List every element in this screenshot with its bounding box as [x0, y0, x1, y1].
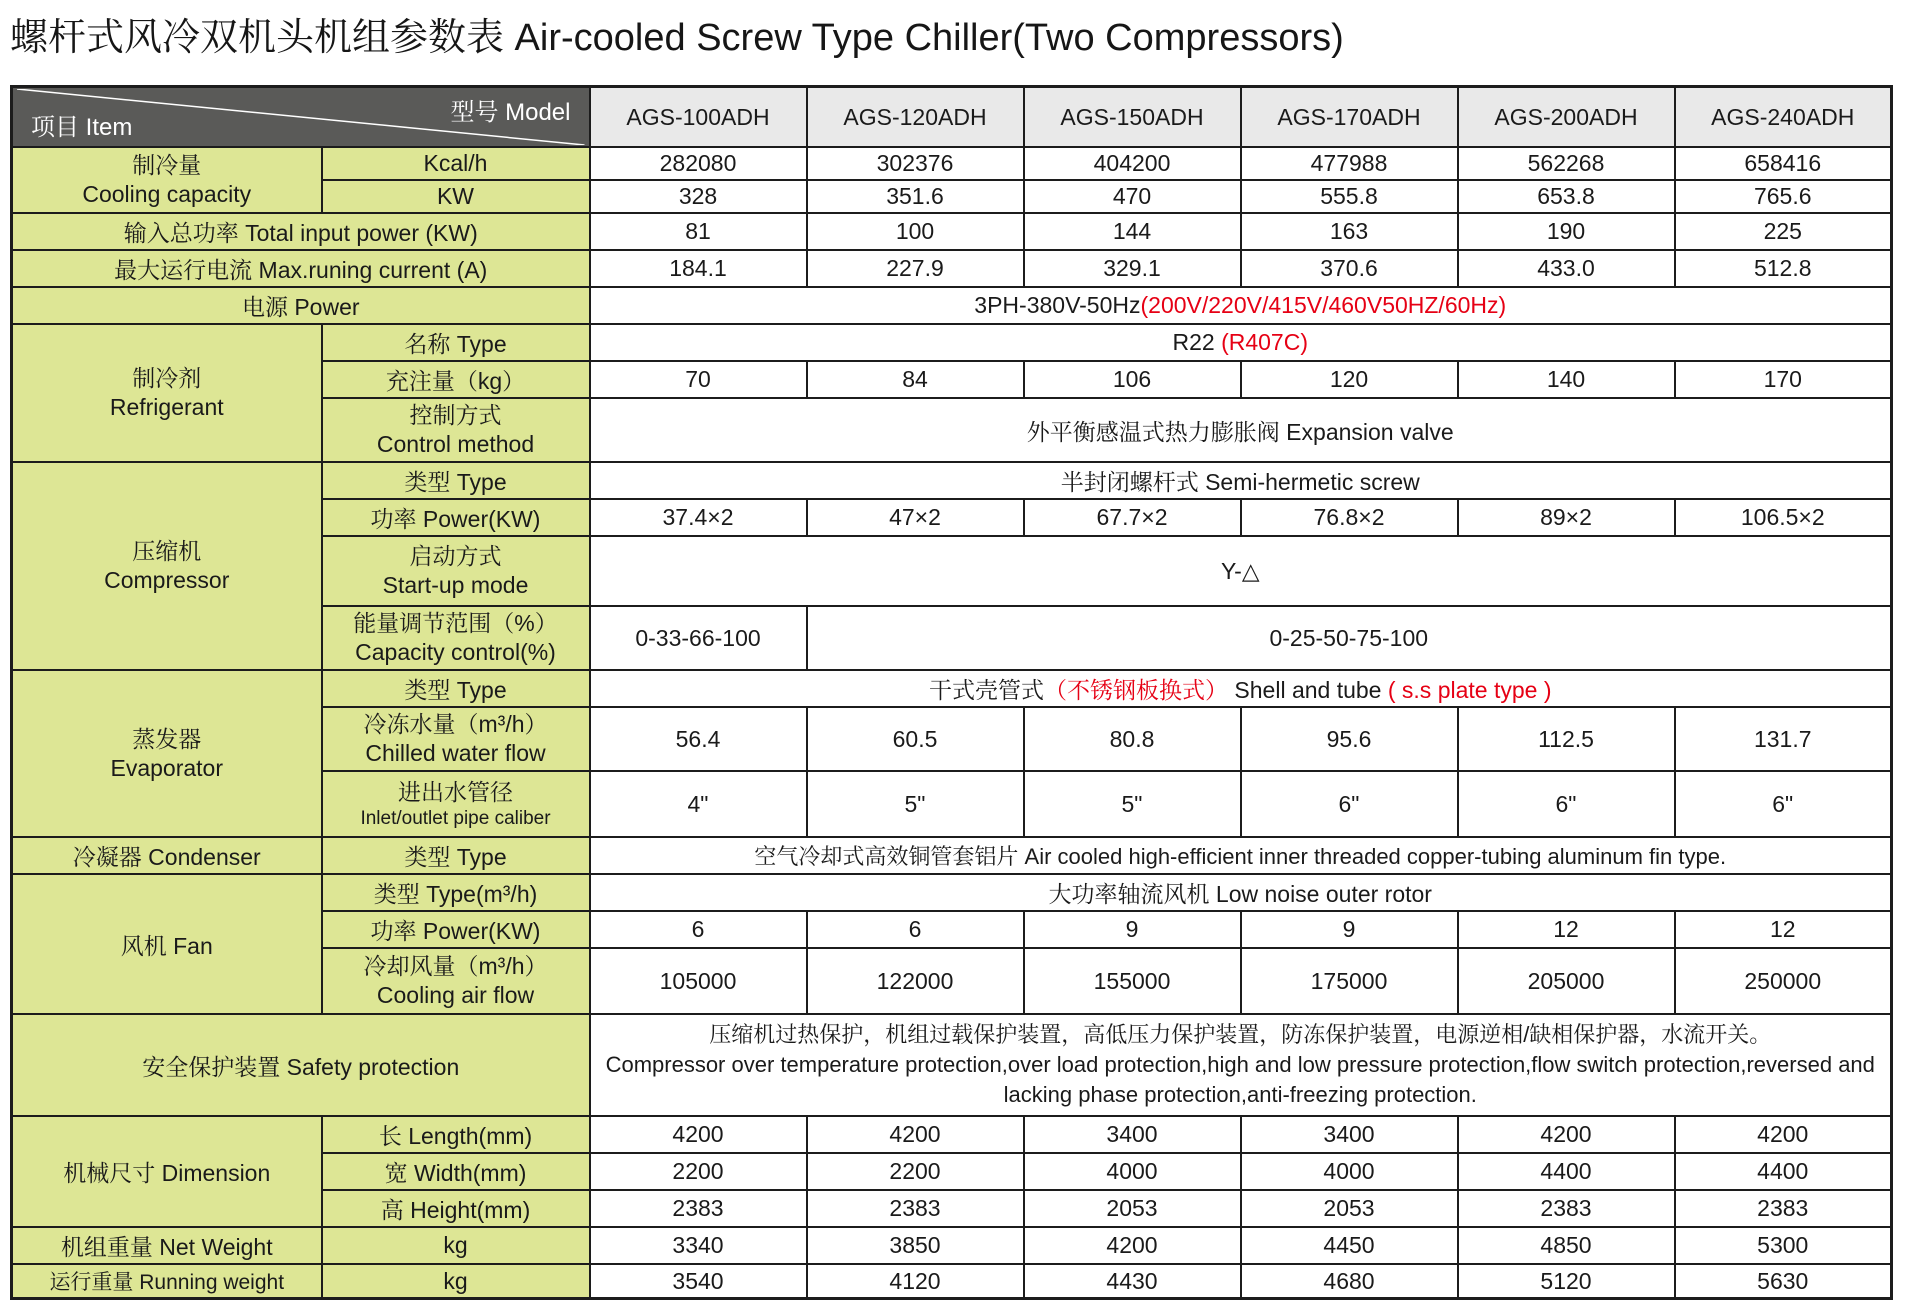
table-cell-value: 155000 — [1024, 948, 1241, 1014]
table-cell-value: 3850 — [807, 1227, 1024, 1264]
table-cell-value: 47×2 — [807, 499, 1024, 536]
table-cell-value: 81 — [590, 213, 807, 250]
table-cell-value: 105000 — [590, 948, 807, 1014]
table-cell-value: 95.6 — [1241, 707, 1458, 771]
model-column-header: AGS-170ADH — [1241, 87, 1458, 148]
dimension-label: 机械尺寸 Dimension — [12, 1116, 322, 1227]
table-row — [12, 670, 1892, 707]
page-title: 螺杆式风冷双机头机组参数表 Air-cooled Screw Type Chiller(Two Compressors) — [10, 17, 1344, 59]
table-cell-value: 190 — [1458, 213, 1675, 250]
table-cell-value: 2200 — [807, 1153, 1024, 1190]
table-row — [12, 213, 1892, 250]
total-input-power-label: 输入总功率 Total input power (KW) — [12, 213, 590, 250]
table-cell-value: 477988 — [1241, 147, 1458, 180]
table-cell-value: 56.4 — [590, 707, 807, 771]
table-cell-value: 100 — [807, 213, 1024, 250]
table-cell-value: 4000 — [1241, 1153, 1458, 1190]
model-column-header: AGS-240ADH — [1675, 87, 1892, 148]
cooling-air-flow-label: 冷却风量（m³/h） Cooling air flow — [322, 948, 590, 1014]
table-row — [12, 147, 1892, 180]
table-cell-value: 3400 — [1024, 1116, 1241, 1153]
table-row — [12, 462, 1892, 499]
table-cell-value: 37.4×2 — [590, 499, 807, 536]
table-cell-value: 302376 — [807, 147, 1024, 180]
refrigerant-type-label: 名称 Type — [322, 324, 590, 361]
compressor-type-value: 半封闭螺杆式 Semi-hermetic screw — [590, 462, 1892, 499]
table-cell-value: 12 — [1675, 911, 1892, 948]
table-cell-value: 140 — [1458, 361, 1675, 398]
refrigerant-charge-label: 充注量（kg） — [322, 361, 590, 398]
table-cell-value: 328 — [590, 180, 807, 213]
table-cell-value: 205000 — [1458, 948, 1675, 1014]
table-cell-value: 5" — [807, 771, 1024, 837]
height-label: 高 Height(mm) — [322, 1190, 590, 1227]
table-cell-value: 227.9 — [807, 250, 1024, 287]
evaporator-type-value: 干式壳管式（不锈钢板换式） Shell and tube ( s.s plate type ) — [590, 670, 1892, 707]
evaporator-type-label: 类型 Type — [322, 670, 590, 707]
net-weight-unit: kg — [322, 1227, 590, 1264]
max-current-label: 最大运行电流 Max.runing current (A) — [12, 250, 590, 287]
table-row — [12, 324, 1892, 361]
length-label: 长 Length(mm) — [322, 1116, 590, 1153]
item-axis-label: 项目 Item — [31, 114, 133, 141]
compressor-label: 压缩机 Compressor — [12, 462, 322, 670]
table-cell-value: 2383 — [1458, 1190, 1675, 1227]
table-cell-value: 5" — [1024, 771, 1241, 837]
table-cell-value: 6" — [1241, 771, 1458, 837]
compressor-capacity-label: 能量调节范围（%） Capacity control(%) — [322, 606, 590, 670]
table-cell-value: 2053 — [1024, 1190, 1241, 1227]
condenser-label: 冷凝器 Condenser — [12, 837, 322, 874]
table-cell-value: 4200 — [590, 1116, 807, 1153]
table-cell-value: 250000 — [1675, 948, 1892, 1014]
evaporator-label: 蒸发器 Evaporator — [12, 670, 322, 837]
table-cell-value: 470 — [1024, 180, 1241, 213]
cooling-capacity-label: 制冷量 Cooling capacity — [12, 147, 322, 213]
table-cell-value: 2383 — [807, 1190, 1024, 1227]
table-cell-value: 5630 — [1675, 1264, 1892, 1299]
table-cell-value: 84 — [807, 361, 1024, 398]
compressor-startup-label: 启动方式 Start-up mode — [322, 536, 590, 606]
table-cell-value: 5300 — [1675, 1227, 1892, 1264]
table-cell-value: 112.5 — [1458, 707, 1675, 771]
net-weight-label: 机组重量 Net Weight — [12, 1227, 322, 1264]
refrigerant-label: 制冷剂 Refrigerant — [12, 324, 322, 462]
model-column-header: AGS-120ADH — [807, 87, 1024, 148]
table-cell-value: 6" — [1675, 771, 1892, 837]
table-row — [12, 1227, 1892, 1264]
table-cell-value: 4680 — [1241, 1264, 1458, 1299]
capacity-control-rest-value: 0-25-50-75-100 — [807, 606, 1892, 670]
table-cell-value: 4200 — [807, 1116, 1024, 1153]
fan-power-label: 功率 Power(KW) — [322, 911, 590, 948]
table-cell-value: 2383 — [590, 1190, 807, 1227]
table-header-row — [12, 87, 1892, 148]
table-cell-value: 433.0 — [1458, 250, 1675, 287]
model-column-header: AGS-100ADH — [590, 87, 807, 148]
table-cell-value: 80.8 — [1024, 707, 1241, 771]
table-cell-value: 4200 — [1458, 1116, 1675, 1153]
table-cell-value: 225 — [1675, 213, 1892, 250]
table-cell-value: 70 — [590, 361, 807, 398]
chilled-water-flow-label: 冷冻水量（m³/h） Chilled water flow — [322, 707, 590, 771]
corner-header-cell — [12, 87, 590, 148]
table-cell-value: 3340 — [590, 1227, 807, 1264]
table-cell-value: 184.1 — [590, 250, 807, 287]
table-row — [12, 287, 1892, 324]
width-label: 宽 Width(mm) — [322, 1153, 590, 1190]
table-row — [12, 874, 1892, 911]
table-cell-value: 4430 — [1024, 1264, 1241, 1299]
table-cell-value: 6 — [590, 911, 807, 948]
condenser-type-value: 空气冷却式高效铜管套铝片 Air cooled high-efficient inner threaded copper-tubing aluminum fin type. — [590, 837, 1892, 874]
model-column-header: AGS-200ADH — [1458, 87, 1675, 148]
table-cell-value: 4200 — [1675, 1116, 1892, 1153]
table-cell-value: 370.6 — [1241, 250, 1458, 287]
table-row — [12, 1116, 1892, 1153]
table-cell-value: 6 — [807, 911, 1024, 948]
table-cell-value: 67.7×2 — [1024, 499, 1241, 536]
table-cell-value: 512.8 — [1675, 250, 1892, 287]
table-cell-value: 106 — [1024, 361, 1241, 398]
table-cell-value: 120 — [1241, 361, 1458, 398]
table-cell-value: 329.1 — [1024, 250, 1241, 287]
table-cell-value: 170 — [1675, 361, 1892, 398]
table-cell-value: 4200 — [1024, 1227, 1241, 1264]
safety-protection-label: 安全保护装置 Safety protection — [12, 1014, 590, 1116]
table-cell-value: 5120 — [1458, 1264, 1675, 1299]
kw-unit-label: KW — [322, 180, 590, 213]
compressor-type-label: 类型 Type — [322, 462, 590, 499]
running-weight-label: 运行重量 Running weight — [12, 1264, 322, 1299]
table-cell-value: 658416 — [1675, 147, 1892, 180]
table-cell-value: 9 — [1024, 911, 1241, 948]
safety-protection-value: 压缩机过热保护，机组过载保护装置，高低压力保护装置，防冻保护装置，电源逆相/缺相保护器，水流开关。 Compressor over temperature protection,over load protection,high and low pressure protection,flow switch protection,reversed and lacking phase protection,anti-freezing protection. — [590, 1014, 1892, 1116]
table-cell-value: 175000 — [1241, 948, 1458, 1014]
table-cell-value: 3400 — [1241, 1116, 1458, 1153]
compressor-power-label: 功率 Power(KW) — [322, 499, 590, 536]
table-cell-value: 653.8 — [1458, 180, 1675, 213]
compressor-startup-value: Y-△ — [590, 536, 1892, 606]
pipe-caliber-label: 进出水管径 Inlet/outlet pipe caliber — [322, 771, 590, 837]
fan-label: 风机 Fan — [12, 874, 322, 1014]
model-axis-label: 型号 Model — [450, 99, 571, 126]
table-cell-value: 122000 — [807, 948, 1024, 1014]
table-cell-value: 144 — [1024, 213, 1241, 250]
table-cell-value: 2053 — [1241, 1190, 1458, 1227]
condenser-type-label: 类型 Type — [322, 837, 590, 874]
table-row — [12, 1264, 1892, 1299]
refrigerant-control-label: 控制方式 Control method — [322, 398, 590, 462]
table-cell-value: 4400 — [1458, 1153, 1675, 1190]
power-supply-label: 电源 Power — [12, 287, 590, 324]
table-cell-value: 9 — [1241, 911, 1458, 948]
table-cell-value: 351.6 — [807, 180, 1024, 213]
table-cell-value: 6" — [1458, 771, 1675, 837]
table-cell-value: 4400 — [1675, 1153, 1892, 1190]
table-cell-value: 4120 — [807, 1264, 1024, 1299]
table-cell-value: 404200 — [1024, 147, 1241, 180]
table-cell-value: 555.8 — [1241, 180, 1458, 213]
table-cell-value: 60.5 — [807, 707, 1024, 771]
refrigerant-control-value: 外平衡感温式热力膨胀阀 Expansion valve — [590, 398, 1892, 462]
spec-table — [10, 85, 1893, 1300]
table-cell-value: 4000 — [1024, 1153, 1241, 1190]
table-row — [12, 837, 1892, 874]
table-cell-value: 76.8×2 — [1241, 499, 1458, 536]
table-cell-value: 4850 — [1458, 1227, 1675, 1264]
table-cell-value: 106.5×2 — [1675, 499, 1892, 536]
table-cell-value: 89×2 — [1458, 499, 1675, 536]
capacity-control-first-value: 0-33-66-100 — [590, 606, 807, 670]
model-column-header: AGS-150ADH — [1024, 87, 1241, 148]
table-cell-value: 12 — [1458, 911, 1675, 948]
running-weight-unit: kg — [322, 1264, 590, 1299]
table-cell-value: 131.7 — [1675, 707, 1892, 771]
table-cell-value: 765.6 — [1675, 180, 1892, 213]
table-cell-value: 4" — [590, 771, 807, 837]
table-row — [12, 1014, 1892, 1116]
table-cell-value: 282080 — [590, 147, 807, 180]
refrigerant-type-value: R22 (R407C) — [590, 324, 1892, 361]
table-cell-value: 2383 — [1675, 1190, 1892, 1227]
table-row — [12, 250, 1892, 287]
table-cell-value: 4450 — [1241, 1227, 1458, 1264]
table-cell-value: 562268 — [1458, 147, 1675, 180]
fan-type-value: 大功率轴流风机 Low noise outer rotor — [590, 874, 1892, 911]
power-supply-value: 3PH-380V-50Hz(200V/220V/415V/460V50HZ/60Hz) — [590, 287, 1892, 324]
table-cell-value: 2200 — [590, 1153, 807, 1190]
kcal-unit-label: Kcal/h — [322, 147, 590, 180]
fan-type-label: 类型 Type(m³/h) — [322, 874, 590, 911]
table-cell-value: 163 — [1241, 213, 1458, 250]
table-cell-value: 3540 — [590, 1264, 807, 1299]
